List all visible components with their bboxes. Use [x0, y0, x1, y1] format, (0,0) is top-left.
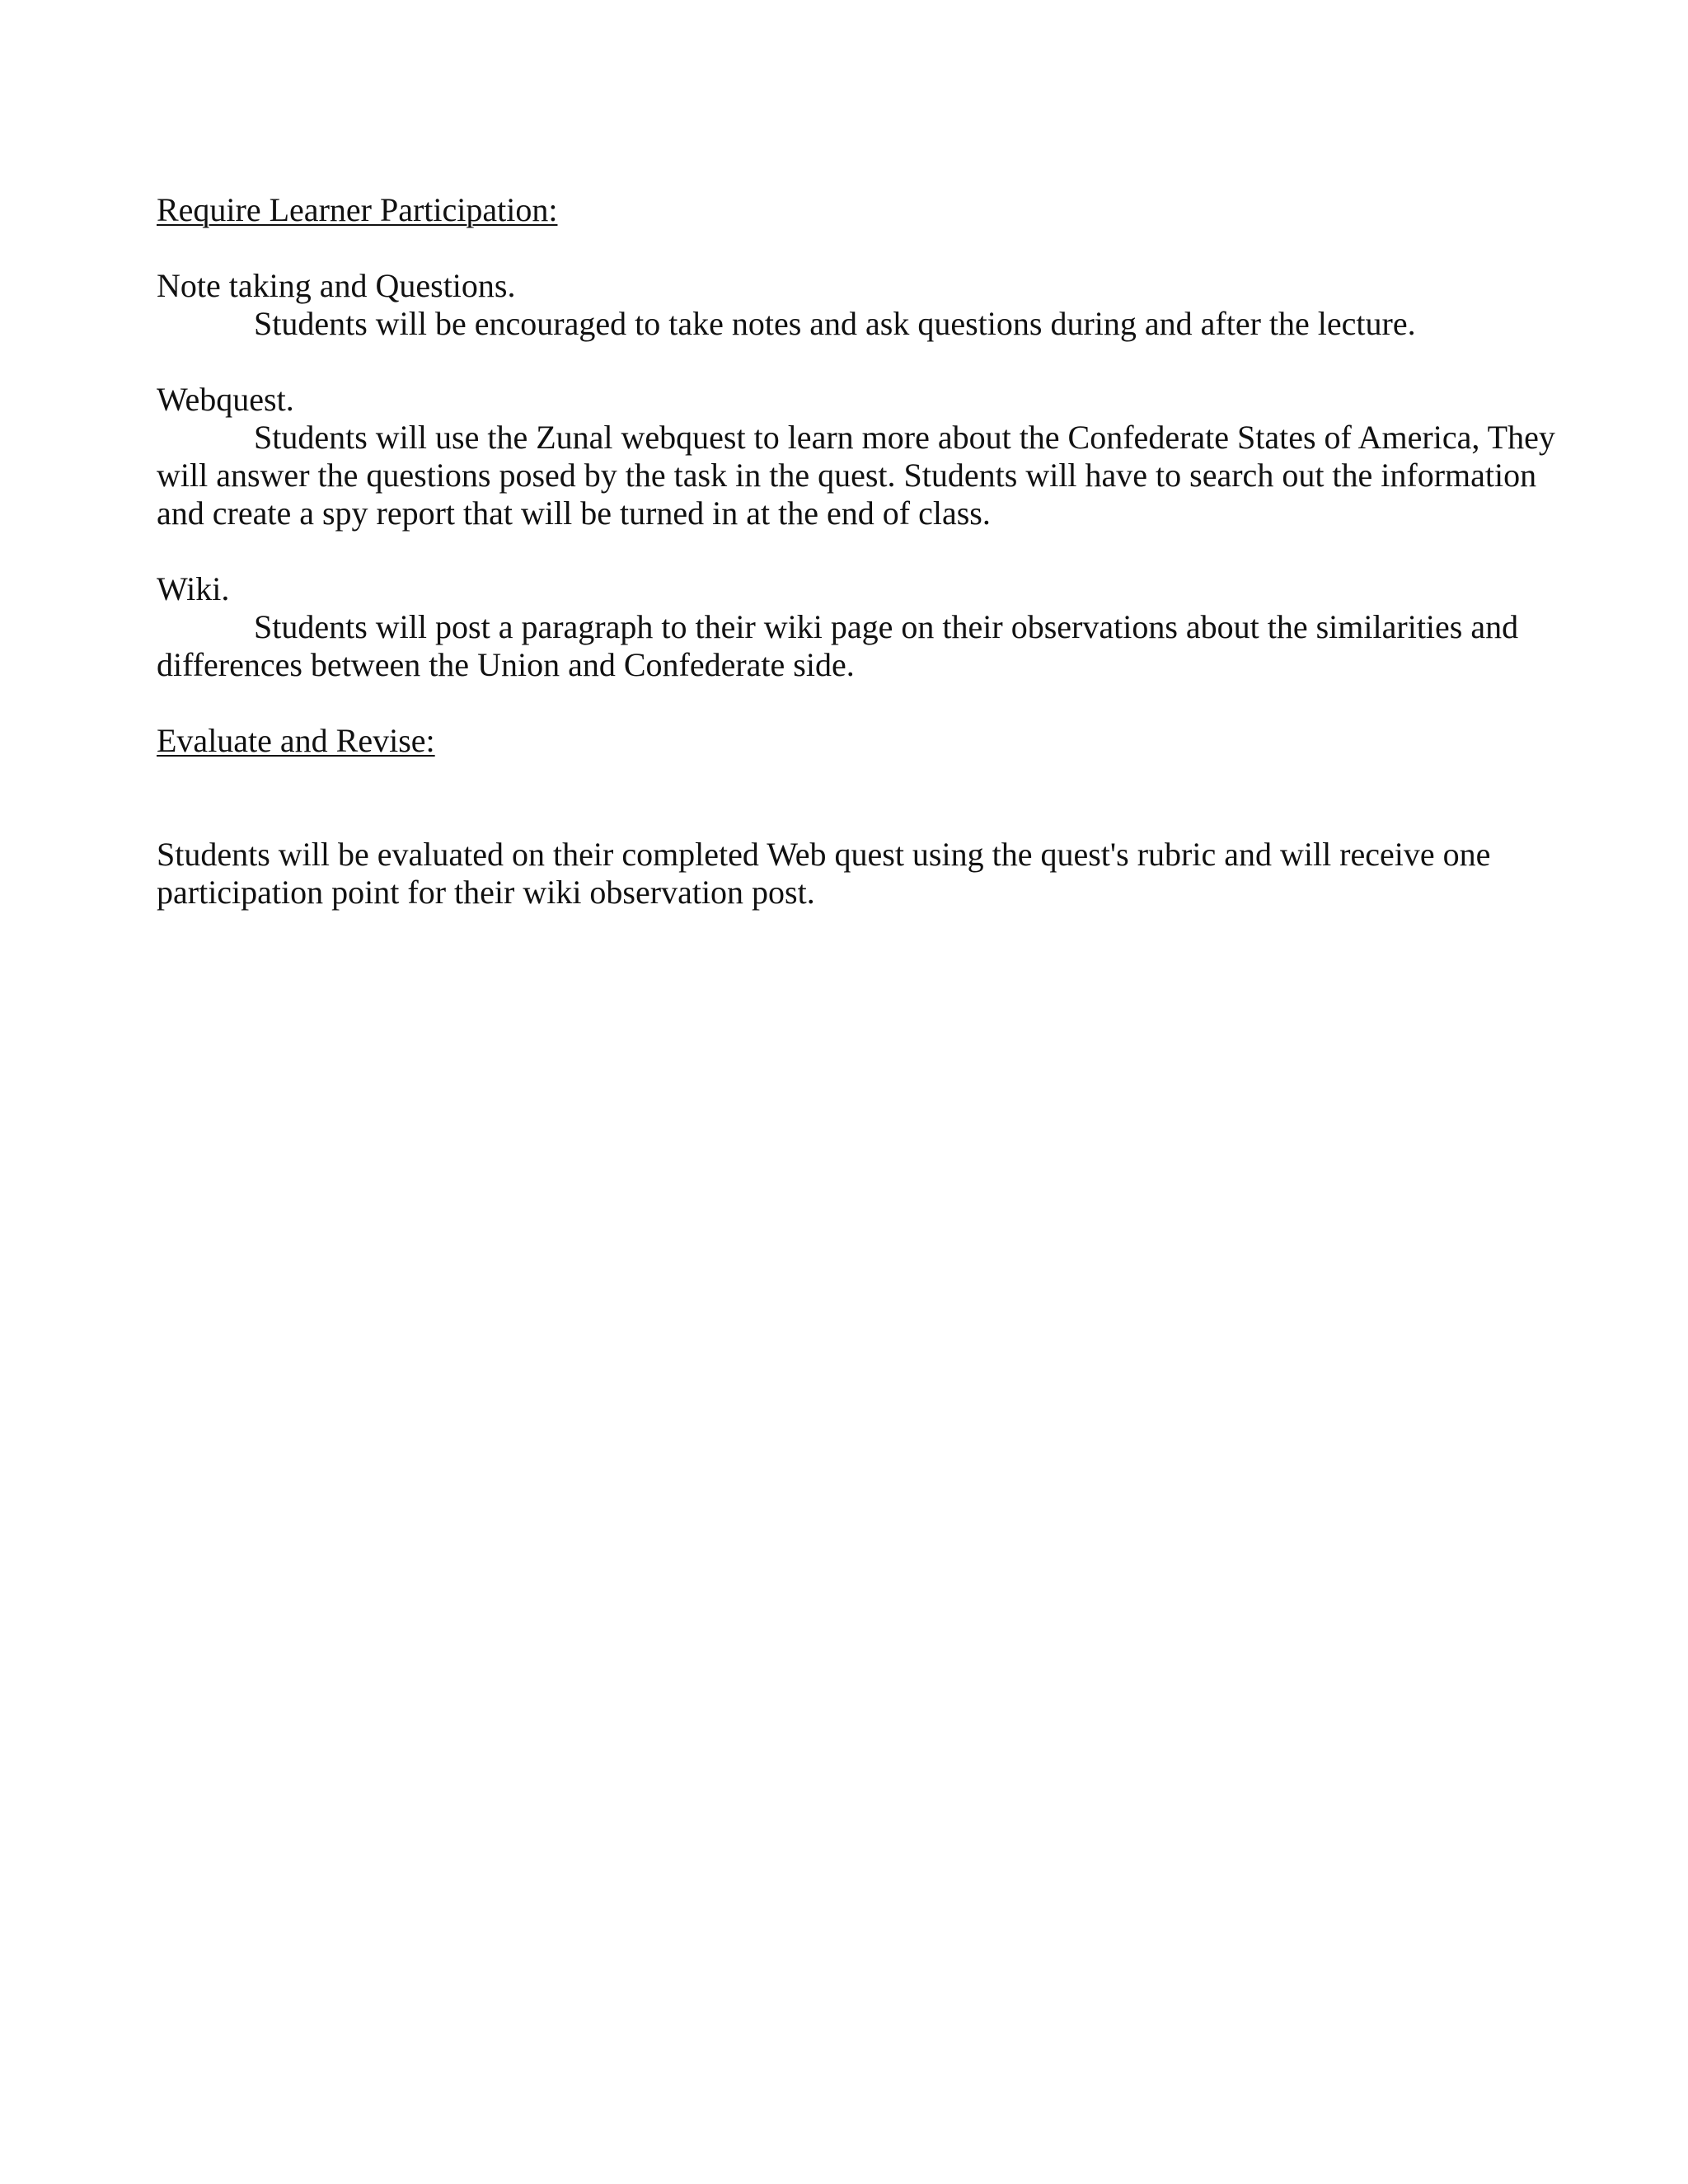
document-body [157, 191, 1564, 912]
webquest-title: Webquest. [157, 381, 294, 418]
section-heading-learner-participation: Require Learner Participation: [157, 191, 558, 228]
note-taking-title: Note taking and Questions. [157, 267, 516, 304]
note-taking-body: Students will be encouraged to take notes and ask questions during and after the lecture. [254, 305, 1416, 342]
evaluation-paragraph: Students will be evaluated on their completed Web quest using the quest's rubric and will receive one participation point for their wiki observation post. [157, 836, 1499, 911]
wiki-body: Students will post a paragraph to their wiki page on their observations about the similarities and differences between the Union and Confederate side. [157, 608, 1527, 683]
section-heading-evaluate-revise: Evaluate and Revise: [157, 722, 435, 759]
wiki-title: Wiki. [157, 570, 230, 607]
webquest-body: Students will use the Zunal webquest to learn more about the Confederate States of America, They will answer the questions posed by the task in the quest. Students will have to search out the information and create a spy report that will be turned in at the end of class. [157, 419, 1564, 532]
